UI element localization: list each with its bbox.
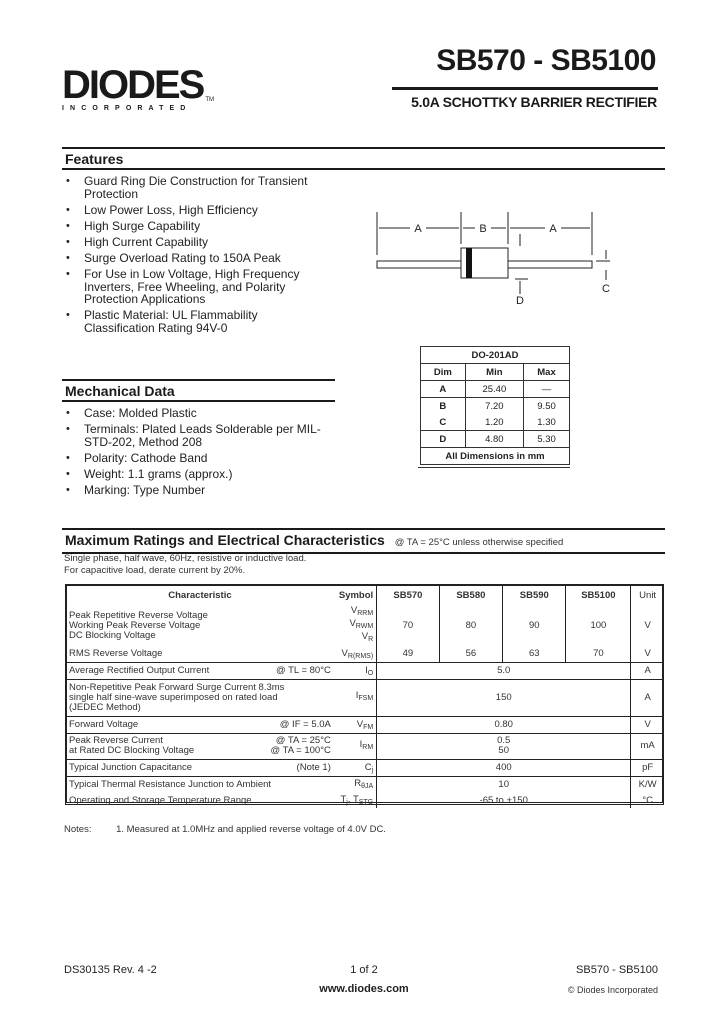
table-row: Typical Junction Capacitance (Note 1) $C_j$ 400 pF	[66, 759, 664, 776]
page-title: SB570 - SB5100	[436, 44, 656, 77]
table-row: Peak Reverse Current at Rated DC Blocking Voltage @ TA = 25°C @ TA = 100°C $I_{RM}$ 0.5 50 mA	[66, 733, 664, 759]
dim-label-a: A	[414, 223, 422, 235]
features-list	[64, 175, 314, 338]
table-row: B 7.20 9.50	[421, 398, 570, 415]
table-row: A 25.40 —	[421, 381, 570, 398]
mechanical-item: • Weight: 1.1 grams (approx.)	[64, 468, 324, 481]
dim-label-c: C	[602, 283, 610, 295]
feature-item: • High Surge Capability	[64, 220, 314, 233]
ratings-notes: Single phase, half wave, 60Hz, resistive or inductive load. For capacitive load, derate current by 20%.	[64, 553, 307, 576]
feature-item: • For Use in Low Voltage, High Frequency Inverters, Free Wheeling, and Polarity Protection Applications	[64, 268, 314, 306]
table-row: Forward Voltage @ IF = 5.0A $V_{FM}$ 0.80 V	[66, 716, 664, 733]
feature-item: • Guard Ring Die Construction for Transient Protection	[64, 175, 314, 200]
page-subtitle: 5.0A SCHOTTKY BARRIER RECTIFIER	[411, 94, 657, 110]
dim-label-a: A	[549, 223, 557, 235]
package-underline	[418, 467, 570, 468]
mechanical-item: • Marking: Type Number	[64, 484, 324, 497]
dim-label-d: D	[516, 295, 524, 307]
col-header: Dim	[421, 364, 466, 381]
diode-outline-diagram	[370, 210, 610, 310]
table-row: Peak Repetitive Reverse Voltage Working Peak Reverse Voltage DC Blocking Voltage $V_{RRM}$ $V_{RWM}$ $V_R$ 70 80 90 100 V	[66, 605, 664, 646]
logo-wordmark: DIODES	[62, 63, 204, 107]
table-row: Operating and Storage Temperature Range $T_j$, $T_{STG}$ -65 to +150 °C	[66, 792, 664, 808]
feature-item: • High Current Capability	[64, 236, 314, 249]
table-row: Average Rectified Output Current @ TL = 80°C $I_O$ 5.0 A	[66, 662, 664, 679]
website-link[interactable]: www.diodes.com	[319, 983, 409, 995]
document-id: DS30135 Rev. 4 -2	[64, 964, 157, 976]
package-dimensions-table	[420, 346, 570, 465]
features-heading: Features	[62, 147, 665, 170]
mechanical-list	[64, 407, 324, 500]
table-header-row: Characteristic Symbol SB570 SB580 SB590 SB5100 Unit	[66, 585, 664, 605]
logo-subtitle: INCORPORATED	[62, 105, 192, 112]
footer-part-range: SB570 - SB5100	[576, 964, 658, 976]
table-row: RMS Reverse Voltage $V_{R(RMS)}$ 49 56 63 70 V	[66, 646, 664, 662]
title-divider	[392, 87, 658, 90]
mechanical-item: • Case: Molded Plastic	[64, 407, 324, 420]
mechanical-heading: Mechanical Data	[62, 379, 335, 402]
diodes-logo	[62, 63, 237, 112]
logo-trademark: TM	[205, 97, 215, 103]
ratings-heading: Maximum Ratings and Electrical Characteristics	[65, 532, 385, 548]
col-header: Min	[465, 364, 523, 381]
feature-item: • Low Power Loss, High Efficiency	[64, 204, 314, 217]
ratings-table	[66, 585, 664, 808]
copyright: © Diodes Incorporated	[567, 985, 658, 995]
page-number: 1 of 2	[350, 964, 378, 976]
mechanical-item: • Polarity: Cathode Band	[64, 452, 324, 465]
package-footer: All Dimensions in mm	[421, 448, 570, 465]
mechanical-item: • Terminals: Plated Leads Solderable per MIL-STD-202, Method 208	[64, 423, 324, 448]
note-item: 1. Measured at 1.0MHz and applied reverse voltage of 4.0V DC.	[116, 824, 386, 835]
package-title: DO-201AD	[421, 347, 570, 364]
notes-label: Notes:	[64, 824, 92, 835]
table-row: C 1.20 1.30	[421, 414, 570, 431]
feature-item: • Plastic Material: UL Flammability Classification Rating 94V-0	[64, 309, 314, 334]
col-header: Max	[524, 364, 570, 381]
table-row: Non-Repetitive Peak Forward Surge Current 8.3ms single half sine-wave superimposed on rated load (JEDEC Method) $I_{FSM}$ 150 A	[66, 679, 664, 716]
ratings-heading-bar	[62, 528, 665, 554]
notes	[64, 824, 386, 835]
feature-item: • Surge Overload Rating to 150A Peak	[64, 252, 314, 265]
dim-label-b: B	[479, 223, 487, 235]
ratings-condition: @ TA = 25°C unless otherwise specified	[394, 537, 564, 548]
table-row: Typical Thermal Resistance Junction to Ambient $R_{\theta JA}$ 10 K/W	[66, 776, 664, 792]
table-row: D 4.80 5.30	[421, 431, 570, 448]
